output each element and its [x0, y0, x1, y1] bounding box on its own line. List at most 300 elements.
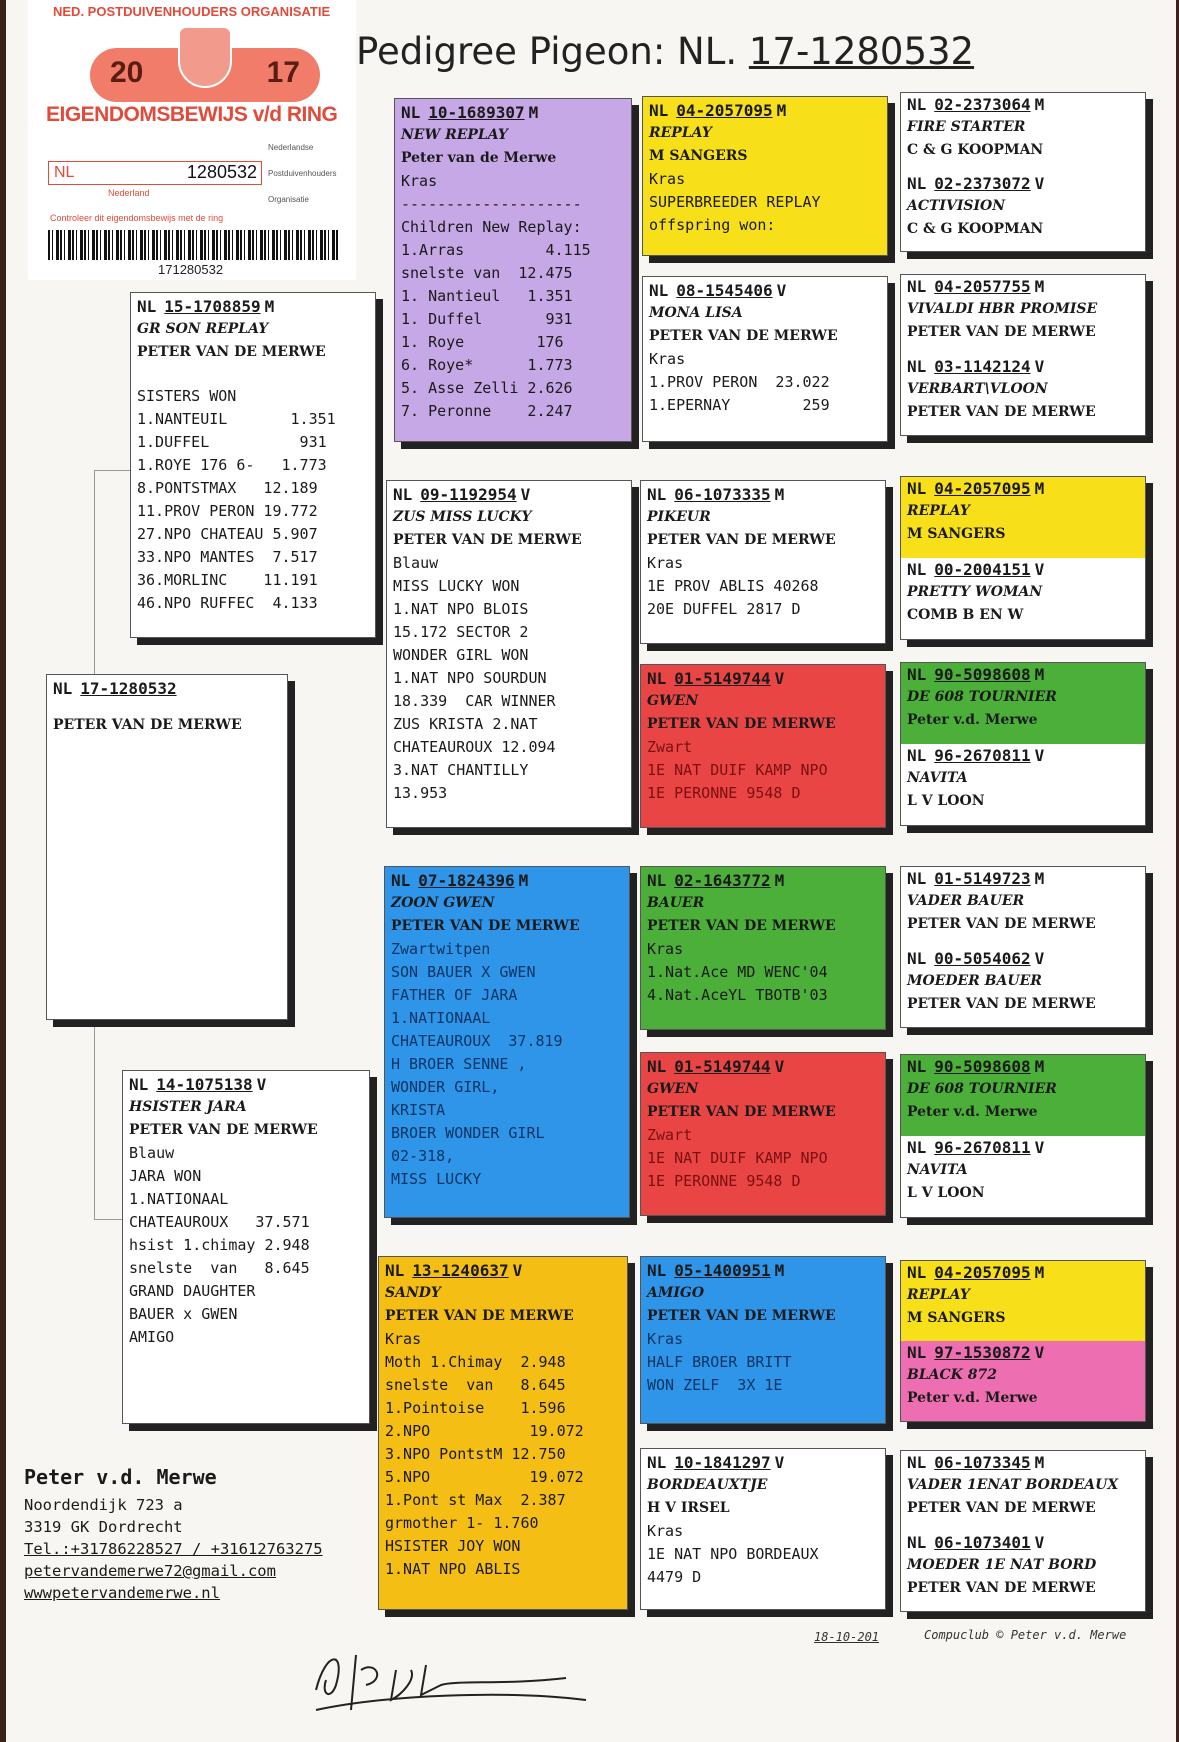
result-line: Children New Replay:	[401, 218, 582, 236]
country-code: NL	[907, 95, 927, 114]
result-line: H BROER SENNE ,	[391, 1055, 527, 1073]
country-code: NL	[391, 871, 411, 890]
pigeon-name: VERBART\VLOON	[907, 381, 1048, 397]
ring-number: 04-2057755	[934, 277, 1031, 296]
result-line: 18.339 CAR WINNER	[393, 692, 556, 710]
ring-number: 90-5098608	[934, 1057, 1031, 1076]
country-code: NL	[907, 174, 927, 193]
sex-marker: M	[1034, 277, 1045, 296]
pigeon-card-sds[interactable]	[640, 480, 886, 644]
result-line: 36.MORLINC 11.191	[137, 571, 318, 589]
ring-box	[48, 161, 262, 185]
country-code: NL	[649, 281, 669, 300]
npo-line: Organisatie	[268, 195, 309, 204]
pigeon-owner: PETER VAN DE MERWE	[393, 532, 582, 548]
result-line: 1.Nat.Ace MD WENC'04	[647, 963, 828, 981]
sex-marker: V	[774, 669, 785, 688]
ring-number: 14-1075138	[156, 1075, 253, 1094]
ring-header	[907, 558, 1139, 581]
ring-header	[391, 869, 623, 892]
country-code: NL	[647, 1057, 667, 1076]
result-line: Blauw	[393, 554, 439, 572]
result-line: SUPERBREEDER REPLAY	[649, 193, 821, 211]
pigeon-sub-card[interactable]	[901, 1451, 1145, 1531]
ring-header	[907, 1055, 1139, 1078]
pigeon-name: FIRE STARTER	[907, 119, 1026, 135]
ring-number: 97-1530872	[934, 1343, 1031, 1362]
ring-number: 06-1073335	[674, 485, 771, 504]
pigeon-name: NEW REPLAY	[401, 127, 508, 143]
pigeon-owner: Peter v.d. Merwe	[907, 1390, 1038, 1406]
ring-number: 03-1142124	[934, 357, 1031, 376]
pigeon-owner: M SANGERS	[907, 1310, 1006, 1326]
ring-number: 17-1280532	[80, 679, 177, 698]
country-code: NL	[907, 560, 927, 579]
result-line: Moth 1.Chimay 2.948	[385, 1353, 566, 1371]
pigeon-card-sdd[interactable]	[640, 664, 886, 828]
ownership-certificate	[28, 0, 356, 280]
country-code: NL	[649, 101, 669, 120]
country-code: NL	[401, 103, 421, 122]
pigeon-name: MOEDER BAUER	[907, 973, 1042, 989]
pigeon-card-main[interactable]	[46, 674, 288, 1020]
pigeon-name: AMIGO	[647, 1285, 705, 1301]
barcode	[48, 230, 338, 260]
pigeon-owner: PETER VAN DE MERWE	[907, 324, 1096, 340]
result-line: 33.NPO MANTES 7.517	[137, 548, 318, 566]
pigeon-owner: PETER VAN DE MERWE	[647, 532, 836, 548]
pigeon-pair-5[interactable]	[900, 866, 1146, 1028]
pigeon-card-dss[interactable]	[640, 866, 886, 1030]
pigeon-name: PRETTY WOMAN	[907, 584, 1043, 600]
pigeon-sub-card[interactable]	[901, 744, 1145, 825]
pigeon-name: REPLAY	[649, 125, 712, 141]
address-street: Noordendijk 723 a	[24, 1496, 183, 1514]
pigeon-pair-4[interactable]	[900, 662, 1146, 826]
tree-connector	[94, 1020, 124, 1220]
country-code: NL	[907, 479, 927, 498]
website-link[interactable]: wwwpetervandemerwe.nl	[24, 1584, 220, 1602]
result-line: WON ZELF 3X 1E	[647, 1376, 783, 1394]
pigeon-card-dsd[interactable]	[640, 1052, 886, 1216]
npo-logo	[268, 135, 337, 213]
sex-marker: M	[1034, 479, 1045, 498]
pigeon-owner: C & G KOOPMAN	[907, 142, 1044, 158]
year-right: 17	[266, 56, 300, 89]
result-line	[137, 364, 369, 385]
pigeon-name: DE 608 TOURNIER	[907, 1081, 1057, 1097]
result-line: 15.172 SECTOR 2	[393, 623, 529, 641]
pigeon-card-ddd[interactable]	[640, 1448, 886, 1610]
result-line: --------------------	[401, 195, 582, 213]
pigeon-name: MONA LISA	[649, 305, 743, 321]
ring-header	[907, 93, 1139, 116]
sex-marker: M	[776, 101, 787, 120]
sex-marker: M	[518, 871, 529, 890]
pigeon-name: HSISTER JARA	[129, 1099, 247, 1115]
pigeon-owner: PETER VAN DE MERWE	[907, 1580, 1096, 1596]
result-line: 1.Arras 4.115	[401, 241, 591, 259]
result-line: 1.ROYE 176 6- 1.773	[137, 456, 327, 474]
ring-number: 00-5054062	[934, 949, 1031, 968]
result-line: CHATEAUROUX 37.819	[391, 1032, 563, 1050]
sex-marker: M	[1034, 665, 1045, 684]
ring-header	[647, 869, 879, 892]
pigeon-sub-card[interactable]	[901, 1341, 1145, 1421]
pigeon-owner: H V IRSEL	[647, 1500, 730, 1516]
pigeon-sub-card[interactable]	[901, 355, 1145, 435]
pigeon-name: MOEDER 1E NAT BORD	[907, 1557, 1097, 1573]
sex-marker: M	[1034, 1057, 1045, 1076]
pigeon-owner: PETER VAN DE MERWE	[907, 916, 1096, 932]
result-line: 1.DUFFEL 931	[137, 433, 327, 451]
result-line: 1.Pont st Max 2.387	[385, 1491, 566, 1509]
pedigree-sheet	[6, 0, 1176, 1742]
result-line: FATHER OF JARA	[391, 986, 518, 1004]
result-line: 4479 D	[647, 1568, 702, 1586]
pigeon-sub-card[interactable]	[901, 867, 1145, 947]
result-line: Kras	[385, 1330, 422, 1348]
pigeon-name: GWEN	[647, 1081, 699, 1097]
year-badge	[90, 48, 320, 102]
pigeon-owner: L V LOON	[907, 1185, 985, 1201]
ring-header	[907, 275, 1139, 298]
ring-number: 96-2670811	[934, 746, 1031, 765]
result-line: GRAND DAUGHTER	[129, 1282, 256, 1300]
breeder-name: Peter v.d. Merwe	[24, 1465, 217, 1489]
ring-number: 07-1824396	[418, 871, 515, 890]
ring-header	[907, 355, 1139, 378]
ring-number: 02-2373064	[934, 95, 1031, 114]
pigeon-sub-card[interactable]	[901, 663, 1145, 744]
cert-ring-number: 1280532	[186, 162, 257, 182]
contact-block	[24, 1466, 323, 1604]
ring-header	[907, 947, 1139, 970]
result-line: 1. Duffel 931	[401, 310, 573, 328]
ring-header	[907, 663, 1139, 686]
result-line: SON BAUER X GWEN	[391, 963, 536, 981]
ring-header	[907, 867, 1139, 890]
country-code: NL	[647, 871, 667, 890]
pigeon-owner: PETER VAN DE MERWE	[137, 344, 326, 360]
result-line: 1.NATIONAAL	[391, 1009, 491, 1027]
pigeon-sub-card[interactable]	[901, 477, 1145, 558]
sex-marker: V	[774, 1453, 785, 1472]
pigeon-owner: PETER VAN DE MERWE	[647, 918, 836, 934]
ring-number: 08-1545406	[676, 281, 773, 300]
result-line: 1E NAT DUIF KAMP NPO	[647, 1149, 828, 1167]
pigeon-card-sss[interactable]	[642, 96, 888, 256]
ring-number: 02-2373072	[934, 174, 1031, 193]
pigeon-pair-7[interactable]	[900, 1260, 1146, 1422]
result-line: HSISTER JOY WON	[385, 1537, 521, 1555]
country-code: NL	[907, 1263, 927, 1282]
ring-number: 06-1073401	[934, 1533, 1031, 1552]
country-code: NL	[907, 1533, 927, 1552]
pigeon-name: ACTIVISION	[907, 198, 1006, 214]
result-line: Kras	[401, 172, 438, 190]
pigeon-pair-8[interactable]	[900, 1450, 1146, 1612]
npo-line: Nederlandse	[268, 143, 314, 152]
sex-marker: V	[256, 1075, 267, 1094]
phone-link[interactable]: Tel.:+31786228527 / +31612763275	[24, 1540, 323, 1558]
pigeon-name: ZUS MISS LUCKY	[393, 509, 532, 525]
pigeon-name: BAUER	[647, 895, 705, 911]
pigeon-owner: Peter v.d. Merwe	[907, 1104, 1038, 1120]
address-city: 3319 GK Dordrecht	[24, 1518, 183, 1536]
pigeon-name: VADER 1ENAT BORDEAUX	[907, 1477, 1119, 1493]
pigeon-owner: PETER VAN DE MERWE	[647, 1308, 836, 1324]
ring-number: 01-5149744	[674, 1057, 771, 1076]
cert-country-name: Nederland	[108, 188, 150, 198]
country-code: NL	[907, 746, 927, 765]
ring-header	[649, 99, 881, 122]
result-line: 46.NPO RUFFEC 4.133	[137, 594, 318, 612]
result-line: Zwart	[647, 1126, 693, 1144]
pigeon-sub-card[interactable]	[901, 1136, 1145, 1217]
pigeon-sub-card[interactable]	[901, 1055, 1145, 1136]
country-code: NL	[907, 665, 927, 684]
ring-number: 01-5149723	[934, 869, 1031, 888]
pigeon-name: REPLAY	[907, 503, 970, 519]
pigeon-name: GWEN	[647, 693, 699, 709]
country-code: NL	[385, 1261, 405, 1280]
result-line: Kras	[647, 1330, 684, 1348]
ring-header	[647, 1055, 879, 1078]
country-code: NL	[907, 949, 927, 968]
pigeon-sub-card[interactable]	[901, 275, 1145, 355]
result-line: 3.NAT CHANTILLY	[393, 761, 529, 779]
ring-number: 05-1400951	[674, 1261, 771, 1280]
cert-org: NED. POSTDUIVENHOUDERS ORGANISATIE	[53, 4, 331, 19]
year-left: 20	[110, 56, 144, 89]
result-line: hsist 1.chimay 2.948	[129, 1236, 310, 1254]
result-line: snelste van 8.645	[129, 1259, 310, 1277]
country-code: NL	[907, 357, 927, 376]
ring-header	[647, 667, 879, 690]
barcode-number: 171280532	[158, 262, 224, 277]
country-code: NL	[647, 669, 667, 688]
result-line: 5.NPO 19.072	[385, 1468, 584, 1486]
result-line: Kras	[647, 940, 684, 958]
pigeon-owner: PETER VAN DE MERWE	[391, 918, 580, 934]
pigeon-name: PIKEUR	[647, 509, 711, 525]
ring-number: 06-1073345	[934, 1453, 1031, 1472]
ring-header	[647, 1259, 879, 1282]
result-line: WONDER GIRL WON	[393, 646, 529, 664]
ring-header	[393, 483, 625, 506]
result-line: Blauw	[129, 1144, 175, 1162]
pigeon-owner: PETER VAN DE MERWE	[385, 1308, 574, 1324]
ring-header	[907, 744, 1139, 767]
pigeon-name: NAVITA	[907, 1162, 968, 1178]
result-line: 1.NATIONAAL	[129, 1190, 229, 1208]
result-line: 8.PONTSTMAX 12.189	[137, 479, 318, 497]
result-line: Kras	[647, 554, 684, 572]
pigeon-name: DE 608 TOURNIER	[907, 689, 1057, 705]
sex-marker: M	[1034, 1263, 1045, 1282]
result-line: 1E PROV ABLIS 40268	[647, 577, 819, 595]
result-line: 7. Peronne 2.247	[401, 402, 573, 420]
crest-icon	[178, 26, 232, 88]
ring-header	[907, 1451, 1139, 1474]
country-code: NL	[907, 1057, 927, 1076]
pigeon-owner: PETER VAN DE MERWE	[649, 328, 838, 344]
sex-marker: V	[512, 1261, 523, 1280]
pigeon-name: ZOON GWEN	[391, 895, 495, 911]
result-line: MISS LUCKY WON	[393, 577, 520, 595]
sex-marker: M	[774, 485, 785, 504]
pigeon-name: GR SON REPLAY	[137, 321, 269, 337]
pigeon-owner: PETER VAN DE MERWE	[907, 1500, 1096, 1516]
pigeon-pair-6[interactable]	[900, 1054, 1146, 1218]
pigeon-name: BLACK 872	[907, 1367, 997, 1383]
pigeon-name: NAVITA	[907, 770, 968, 786]
pigeon-card-dam[interactable]	[122, 1070, 370, 1424]
pigeon-card-dd[interactable]	[378, 1256, 628, 1610]
result-line: 5. Asse Zelli 2.626	[401, 379, 573, 397]
pigeon-owner: L V LOON	[907, 793, 985, 809]
pigeon-owner: PETER VAN DE MERWE	[647, 716, 836, 732]
result-line: 11.PROV PERON 19.772	[137, 502, 318, 520]
pigeon-sub-card[interactable]	[901, 1531, 1145, 1611]
pigeon-owner: Peter van de Merwe	[401, 150, 557, 166]
pigeon-pair-3[interactable]	[900, 476, 1146, 640]
pigeon-card-ss[interactable]	[394, 98, 632, 442]
sex-marker: V	[1034, 1533, 1045, 1552]
result-line: 02-318,	[391, 1147, 455, 1165]
title-prefix: Pedigree Pigeon: NL.	[356, 30, 738, 73]
pigeon-name: REPLAY	[907, 1287, 970, 1303]
ring-header	[137, 295, 369, 318]
result-line: 1. Roye 176	[401, 333, 564, 351]
ring-number: 10-1689307	[428, 103, 525, 122]
pigeon-card-sire[interactable]	[130, 292, 376, 638]
pigeon-card-ds[interactable]	[384, 866, 630, 1218]
signature-image	[306, 1640, 606, 1720]
country-code: NL	[647, 485, 667, 504]
sex-marker: V	[776, 281, 787, 300]
result-line: CHATEAUROUX 37.571	[129, 1213, 310, 1231]
ring-header	[907, 1261, 1139, 1284]
result-line: 20E DUFFEL 2817 D	[647, 600, 801, 618]
result-line: BROER WONDER GIRL	[391, 1124, 545, 1142]
result-line: 1.NAT NPO BLOIS	[393, 600, 529, 618]
pigeon-sub-card[interactable]	[901, 558, 1145, 639]
sex-marker: M	[774, 1261, 785, 1280]
result-line: JARA WON	[129, 1167, 202, 1185]
sex-marker: V	[1034, 746, 1045, 765]
ring-header	[907, 1341, 1139, 1364]
result-line: 13.953	[393, 784, 448, 802]
result-line: 1E PERONNE 9548 D	[647, 1172, 801, 1190]
country-code: NL	[137, 297, 157, 316]
pigeon-pair-2[interactable]	[900, 274, 1146, 436]
ring-number: 04-2057095	[934, 1263, 1031, 1282]
result-line: CHATEAUROUX 12.094	[393, 738, 556, 756]
result-line: Zwartwitpen	[391, 940, 491, 958]
sex-marker: V	[1034, 949, 1045, 968]
email-link[interactable]: petervandemerwe72@gmail.com	[24, 1562, 276, 1580]
result-line: offspring won:	[649, 216, 776, 234]
ring-header	[53, 677, 281, 700]
ring-number: 96-2670811	[934, 1138, 1031, 1157]
result-line: 1.EPERNAY 259	[649, 396, 830, 414]
result-line: 1.NAT NPO ABLIS	[385, 1560, 521, 1578]
ring-number: 04-2057095	[934, 479, 1031, 498]
country-code: NL	[907, 869, 927, 888]
sex-marker: V	[774, 1057, 785, 1076]
result-line: 1.PROV PERON 23.022	[649, 373, 830, 391]
country-code: NL	[647, 1453, 667, 1472]
sex-marker: M	[528, 103, 539, 122]
sex-marker: M	[1034, 1453, 1045, 1472]
result-line: Kras	[647, 1522, 684, 1540]
result-line: 2.NPO 19.072	[385, 1422, 584, 1440]
ring-number: 01-5149744	[674, 669, 771, 688]
result-line: 1.Pointoise 1.596	[385, 1399, 566, 1417]
result-line: HALF BROER BRITT	[647, 1353, 792, 1371]
pigeon-sub-card[interactable]	[901, 947, 1145, 1027]
page-title	[356, 30, 974, 73]
result-line: Zwart	[647, 738, 693, 756]
title-ring: 17-1280532	[748, 30, 975, 73]
result-line: 1E NAT DUIF KAMP NPO	[647, 761, 828, 779]
result-line: 4.Nat.AceYL TBOTB'03	[647, 986, 828, 1004]
country-code: NL	[129, 1075, 149, 1094]
pigeon-card-dds[interactable]	[640, 1256, 886, 1424]
pigeon-owner: Peter v.d. Merwe	[907, 712, 1038, 728]
pigeon-pair-1[interactable]	[900, 92, 1146, 252]
ring-number: 90-5098608	[934, 665, 1031, 684]
npo-line: Postduivenhouders	[268, 169, 337, 178]
ring-header	[649, 279, 881, 302]
pigeon-name: VIVALDI HBR PROMISE	[907, 301, 1098, 317]
pigeon-name: VADER BAUER	[907, 893, 1025, 909]
result-line: SISTERS WON	[137, 387, 237, 405]
result-line: 27.NPO CHATEAU 5.907	[137, 525, 318, 543]
ring-header	[647, 1451, 879, 1474]
print-date: 18-10-201	[814, 1630, 880, 1644]
cert-heading: EIGENDOMSBEWIJS v/d RING	[46, 103, 338, 126]
ring-header	[907, 1531, 1139, 1554]
ring-header	[907, 477, 1139, 500]
ring-header	[401, 101, 625, 124]
sex-marker: M	[1034, 869, 1045, 888]
result-line: 1E NAT NPO BORDEAUX	[647, 1545, 819, 1563]
pigeon-sub-card[interactable]	[901, 1261, 1145, 1341]
sex-marker: M	[1034, 95, 1045, 114]
ring-number: 00-2004151	[934, 560, 1031, 579]
pigeon-sub-card[interactable]	[901, 93, 1145, 172]
pigeon-owner: PETER VAN DE MERWE	[53, 717, 242, 733]
pigeon-card-ssd[interactable]	[642, 276, 888, 442]
cert-country: NL	[54, 164, 75, 181]
country-code: NL	[907, 1343, 927, 1362]
pigeon-owner: PETER VAN DE MERWE	[907, 996, 1096, 1012]
pigeon-sub-card[interactable]	[901, 172, 1145, 251]
result-line: 6. Roye* 1.773	[401, 356, 573, 374]
pigeon-owner: M SANGERS	[907, 526, 1006, 542]
pigeon-card-sd[interactable]	[386, 480, 632, 828]
ring-header	[907, 172, 1139, 195]
sex-marker: V	[1034, 560, 1045, 579]
result-line: BAUER x GWEN	[129, 1305, 238, 1323]
pigeon-owner: M SANGERS	[649, 148, 748, 164]
result-line: 1E PERONNE 9548 D	[647, 784, 801, 802]
ring-number: 10-1841297	[674, 1453, 771, 1472]
country-code: NL	[907, 277, 927, 296]
